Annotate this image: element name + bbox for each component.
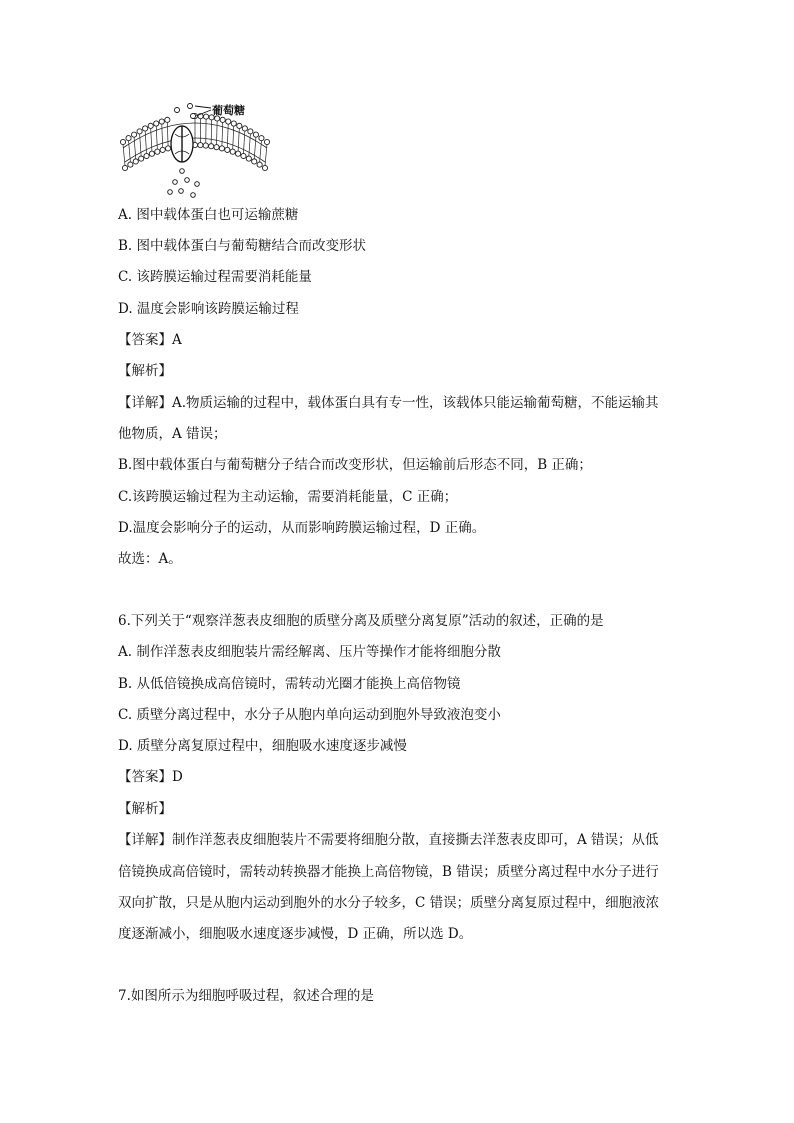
q5-answer: 【答案】A (118, 332, 182, 348)
lipid-head (226, 119, 231, 124)
lipid-head (241, 153, 246, 158)
lipid-tail (254, 148, 255, 159)
lipid-head (214, 145, 219, 150)
q6-detail-line-3: 双向扩散，只是从胞内运动到胞外的水分子较多，C 错误；质壁分离复原过程中，细胞液浓 (118, 895, 660, 911)
lipid-head (144, 153, 149, 158)
lipid-tail (146, 142, 147, 153)
lipid-tail (238, 140, 239, 151)
lipid-head (237, 123, 242, 128)
lipid-head (230, 149, 235, 154)
lipid-tail (260, 151, 261, 162)
lipid-tail (140, 145, 141, 156)
lipid-head (262, 165, 267, 170)
q6-option-b: B. 从低倍镜换成高倍镜时，需转动光圈才能换上高倍物镜 (118, 676, 461, 692)
lipid-tail (266, 145, 267, 156)
q5-option-b: B. 图中载体蛋白与葡萄糖结合而改变形状 (118, 238, 367, 254)
lipid-head (246, 156, 251, 161)
lipid-head (149, 151, 154, 156)
q5-detail-line-3: B.图中载体蛋白与葡萄糖分子结合而改变形状，但运输前后形态不同，B 正确； (118, 457, 592, 473)
q5-option-d: D. 温度会影响该跨膜运输过程 (118, 301, 299, 317)
lipid-head (248, 129, 253, 134)
lipid-head (139, 156, 144, 161)
lipid-tail (145, 131, 146, 142)
q6-option-d: D. 质壁分离复原过程中，细胞吸水速度逐步减慢 (118, 738, 407, 754)
q5-option-c: C. 该跨膜运输过程需要消耗能量 (118, 269, 312, 285)
lipid-tail (135, 148, 136, 159)
q6-detail-line-2: 倍镜换成高倍镜时，需转动转换器才能换上高倍物镜，B 错误；质壁分离过程中水分子进行 (118, 864, 659, 880)
lipid-head (143, 126, 148, 131)
lipid-tail (157, 138, 158, 150)
lipid-tail (129, 151, 130, 162)
lipid-head (209, 144, 214, 149)
q6-option-a: A. 制作洋葱表皮细胞装片需经解离、压片等操作才能将细胞分散 (118, 644, 501, 660)
lipid-head (220, 117, 225, 122)
lipid-head (122, 165, 127, 170)
lipid-head (155, 149, 160, 154)
lipid-tail (129, 141, 130, 152)
membrane-transport-figure (115, 96, 275, 200)
q5-option-a: A. 图中载体蛋白也可运输蔗糖 (118, 207, 299, 223)
q5-analysis-heading: 【解析】 (118, 363, 172, 379)
glucose-label: 葡萄糖 (212, 104, 245, 117)
lipid-head (203, 143, 208, 148)
lipid-tail (265, 155, 266, 166)
lipid-head (203, 114, 208, 119)
lipid-head (133, 159, 138, 164)
lipid-head (120, 139, 125, 144)
q7-stem: 7.如图所示为细胞呼吸过程，叙述合理的是 (118, 988, 374, 1004)
lipid-tail (243, 142, 244, 153)
lipid-tail (156, 126, 157, 138)
lipid-head (160, 147, 165, 152)
lipid-tail (261, 141, 262, 152)
glucose-molecules-inside (168, 169, 200, 198)
lipid-tail (250, 134, 251, 145)
q6-answer: 【答案】D (118, 769, 183, 785)
q6-option-c: C. 质壁分离过程中，水分子从胞内单向运动到胞外导致液泡变小 (118, 707, 501, 723)
lipid-head (225, 147, 230, 152)
lipid-head (165, 146, 170, 151)
lipid-head (131, 132, 136, 137)
lipid-head (148, 123, 153, 128)
lipid-tail (140, 134, 141, 145)
lipid-head (231, 121, 236, 126)
q5-detail-line-2: 他物质，A 错误； (118, 426, 227, 442)
q6-detail-line-1: 【详解】制作洋葱表皮细胞装片不需要将细胞分散，直接撕去洋葱表皮即可，A 错误；从低 (118, 832, 659, 848)
lipid-head (165, 117, 170, 122)
lipid-head (159, 119, 164, 124)
q6-stem: 6.下列关于“观察洋葱表皮细胞的质壁分离及质壁分离复原”活动的叙述，正确的是 (118, 613, 604, 629)
lipid-head (128, 162, 133, 167)
lipid-head (137, 129, 142, 134)
lipid-tail (123, 145, 124, 156)
lipid-tail (151, 140, 152, 151)
lipid-head (264, 139, 269, 144)
lipid-tail (124, 155, 125, 166)
q5-detail-line-6: 故选：A。 (118, 551, 182, 567)
lipid-head (198, 143, 203, 148)
q6-detail-line-4: 度逐渐减小，细胞吸水速度逐步减慢，D 正确，所以选 D。 (118, 926, 473, 942)
lipid-head (252, 159, 257, 164)
lipid-tail (233, 126, 234, 138)
lipid-tail (244, 131, 245, 142)
lipid-head (242, 126, 247, 131)
q5-detail-line-4: C.该跨膜运输过程为主动运输，需要消耗能量，C 正确； (118, 489, 458, 505)
lipid-head (219, 146, 224, 151)
glucose-molecules-outside (175, 104, 196, 119)
q5-detail-line-1: 【详解】A.物质运输的过程中，载体蛋白具有专一性，该载体只能运输葡萄糖，不能运输其 (118, 395, 659, 411)
lipid-tail (239, 128, 240, 139)
lipid-tail (255, 137, 256, 148)
lipid-head (259, 136, 264, 141)
carrier-protein (171, 126, 193, 162)
lipid-head (154, 121, 159, 126)
q6-analysis-heading: 【解析】 (118, 801, 172, 817)
lipid-head (257, 162, 262, 167)
lipid-tail (134, 137, 135, 148)
lipid-tail (249, 145, 250, 156)
lipid-head (126, 136, 131, 141)
lipid-head (253, 132, 258, 137)
q5-detail-line-5: D.温度会影响分子的运动，从而影响跨膜运输过程，D 正确。 (118, 520, 486, 536)
lipid-tail (151, 128, 152, 139)
lipid-tail (233, 138, 234, 150)
lipid-head (235, 151, 240, 156)
